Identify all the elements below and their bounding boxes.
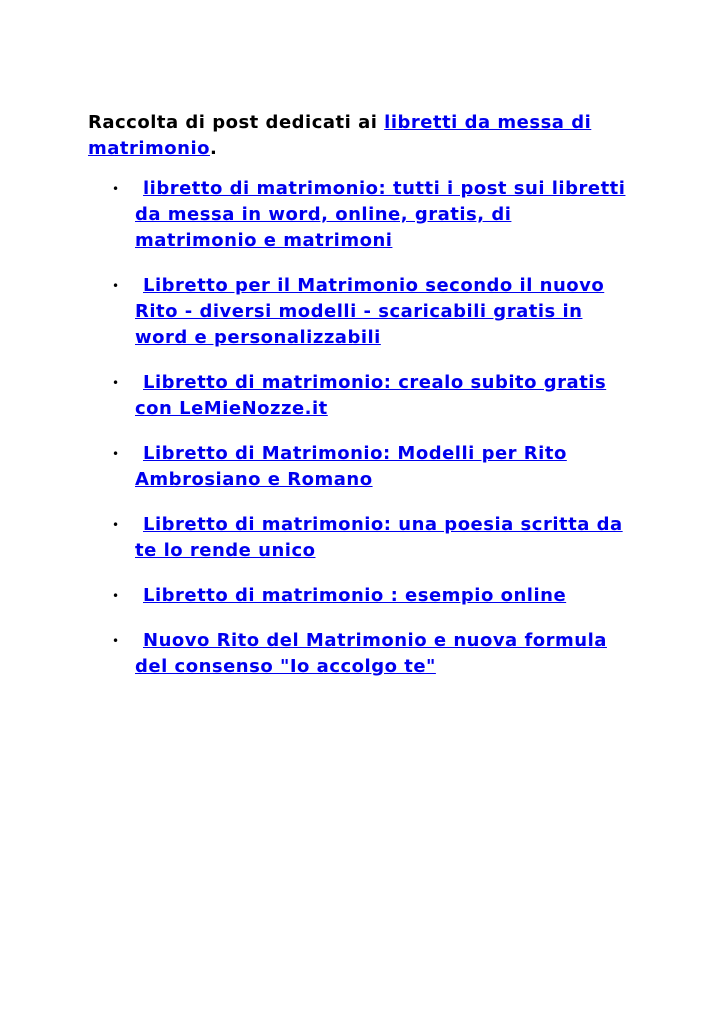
post-link[interactable]: libretto di matrimonio: tutti i post sui libretti da messa in word, online, gratis, di matrimonio e matrimoni [135,178,626,251]
post-link[interactable]: Libretto per il Matrimonio secondo il nuovo Rito - diversi modelli - scaricabili gratis in word e personalizzabili [135,275,605,348]
list-item [112,176,633,254]
bullet-icon: • [112,447,120,461]
post-link[interactable]: Libretto di matrimonio: una poesia scritta da te lo rende unico [135,514,623,561]
post-link[interactable]: Libretto di Matrimonio: Modelli per Rito Ambrosiano e Romano [135,443,567,490]
bullet-icon: • [112,589,120,603]
bullet-icon: • [112,279,120,293]
list-item [112,441,633,493]
document-page [88,110,633,699]
intro-suffix: . [210,138,218,159]
bullet-icon: • [112,376,120,390]
list-item [112,512,633,564]
intro-link[interactable]: libretti da messa di matrimonio [88,112,592,159]
bullet-icon: • [112,182,120,196]
intro-text: Raccolta di post dedicati ai [88,112,385,133]
post-link[interactable]: Libretto di matrimonio : esempio online [143,585,567,606]
bullet-icon: • [112,518,120,532]
bullet-icon: • [112,634,120,648]
intro-paragraph [88,110,633,162]
post-link-list [88,176,633,680]
list-item [112,370,633,422]
post-link[interactable]: Nuovo Rito del Matrimonio e nuova formula del consenso "Io accolgo te" [135,630,607,677]
post-link[interactable]: Libretto di matrimonio: crealo subito gratis con LeMieNozze.it [135,372,607,419]
list-item [112,583,633,609]
list-item [112,273,633,351]
list-item [112,628,633,680]
